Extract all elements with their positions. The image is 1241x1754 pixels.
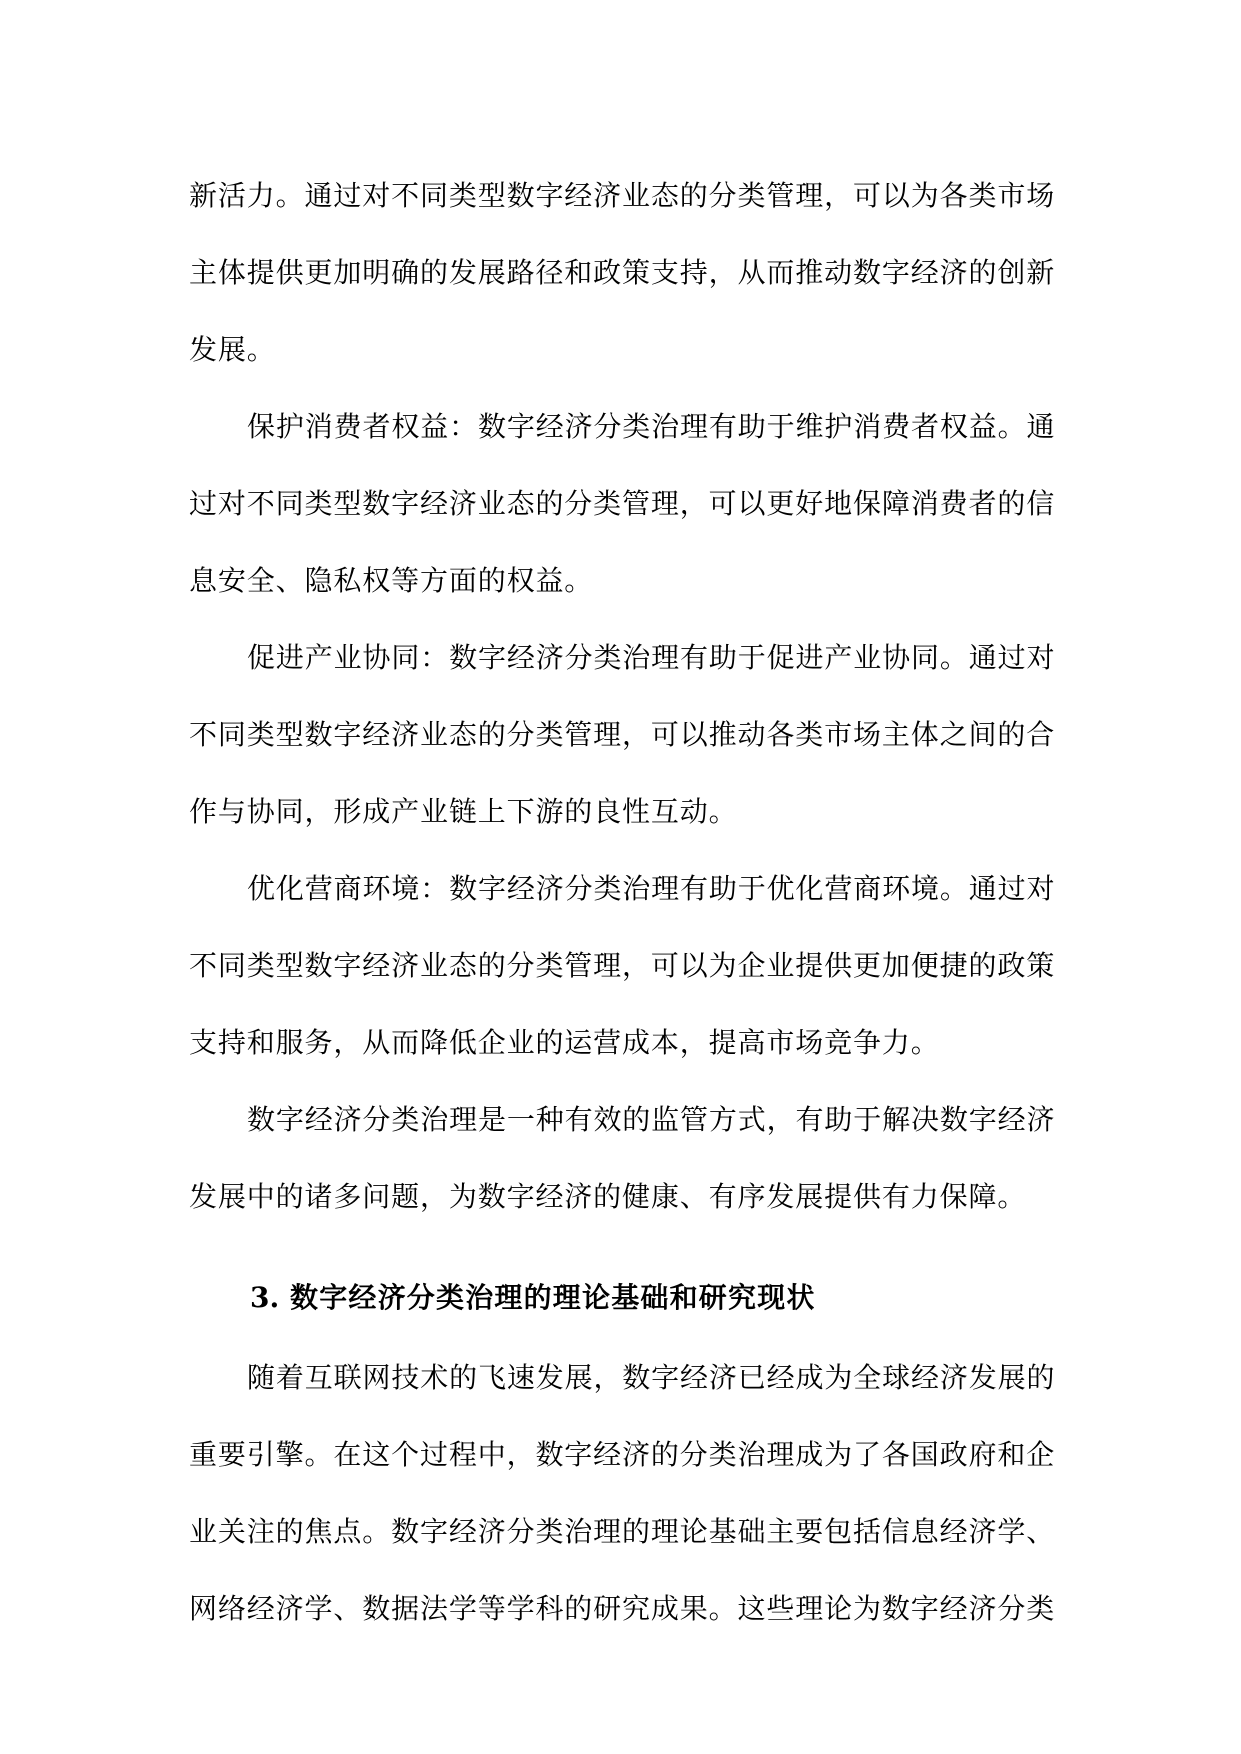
paragraph-summary: [189, 1081, 1069, 1235]
text-line: 发展中的诸多问题，为数字经济的健康、有序发展提供有力保障。: [189, 1180, 1027, 1213]
text-line: 作与协同，形成产业链上下游的良性互动。: [189, 795, 738, 828]
text-line: 主体提供更加明确的发展路径和政策支持，从而推动数字经济的创新: [189, 256, 1056, 289]
text-line: 网络经济学、数据法学等学科的研究成果。这些理论为数字经济分类: [189, 1592, 1056, 1625]
text-line: 优化营商环境：数字经济分类治理有助于优化营商环境。通过对: [247, 872, 1056, 905]
text-line: 不同类型数字经济业态的分类管理，可以推动各类市场主体之间的合: [189, 718, 1056, 751]
text-line: 保护消费者权益：数字经济分类治理有助于维护消费者权益。通: [247, 410, 1056, 443]
text-line: 重要引擎。在这个过程中，数字经济的分类治理成为了各国政府和企: [189, 1438, 1056, 1471]
text-line: 发展。: [189, 333, 276, 366]
section-number: 3.: [250, 1281, 280, 1314]
section-heading: [189, 1259, 1069, 1336]
paragraph-business-environment: [189, 850, 1069, 1081]
text-line: 过对不同类型数字经济业态的分类管理，可以更好地保障消费者的信: [189, 487, 1056, 520]
section-title: 数字经济分类治理的理论基础和研究现状: [290, 1281, 816, 1314]
text-line: 息安全、隐私权等方面的权益。: [189, 564, 594, 597]
paragraph-consumer-protection: [189, 388, 1069, 619]
text-line: 促进产业协同：数字经济分类治理有助于促进产业协同。通过对: [247, 641, 1056, 674]
text-line: 新活力。通过对不同类型数字经济业态的分类管理，可以为各类市场: [189, 179, 1056, 212]
paragraph-industry-synergy: [189, 619, 1069, 850]
paragraph-innovation-continued: [189, 157, 1069, 388]
text-line: 不同类型数字经济业态的分类管理，可以为企业提供更加便捷的政策: [189, 949, 1056, 982]
paragraph-theory-foundation: [189, 1339, 1069, 1647]
text-line: 业关注的焦点。数字经济分类治理的理论基础主要包括信息经济学、: [189, 1515, 1056, 1548]
text-line: 随着互联网技术的飞速发展，数字经济已经成为全球经济发展的: [247, 1361, 1056, 1394]
text-line: 数字经济分类治理是一种有效的监管方式，有助于解决数字经济: [247, 1103, 1056, 1136]
document-body: [189, 157, 1069, 1647]
text-line: 支持和服务，从而降低企业的运营成本，提高市场竞争力。: [189, 1026, 940, 1059]
